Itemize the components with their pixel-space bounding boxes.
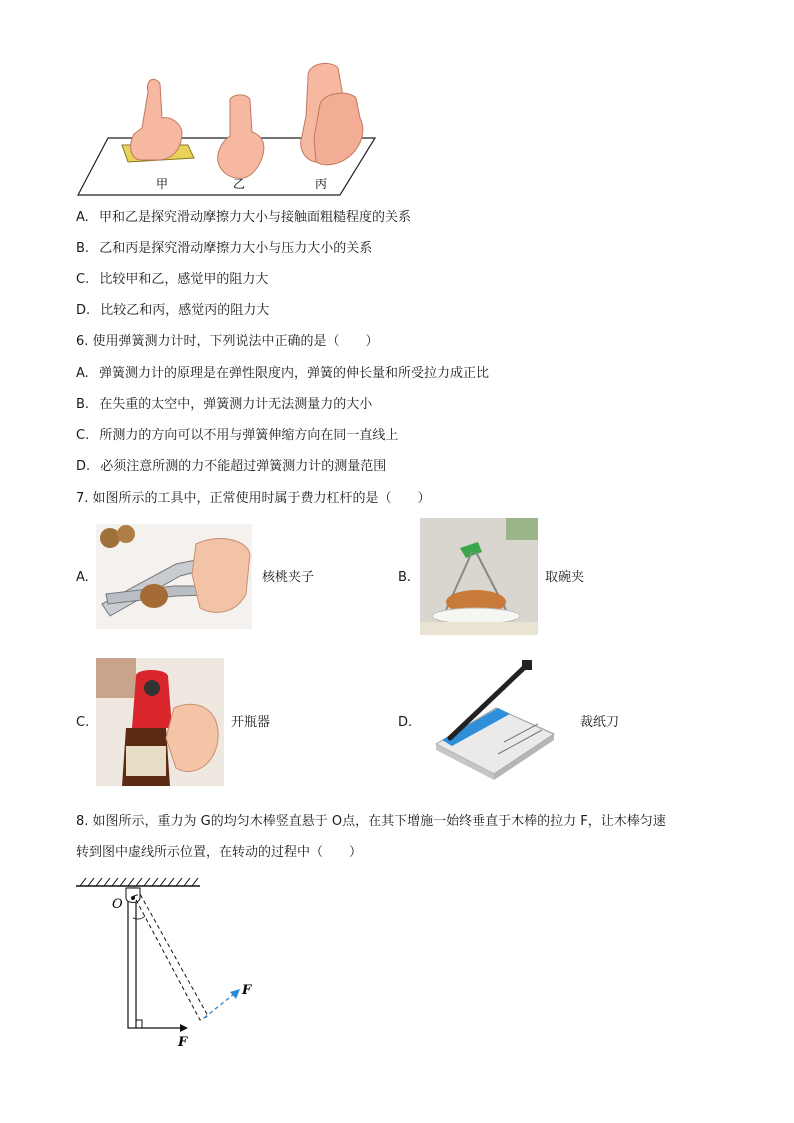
q6-option-a[interactable] [76,365,489,383]
q5-option-d[interactable] [76,302,269,320]
option-text: 乙和丙是探究滑动摩擦力大小与压力大小的关系 [99,241,373,256]
pivot-label: O [112,897,123,912]
force-label-bottom: F [178,1035,188,1050]
figure-label-bing: 丙 [315,177,328,191]
q8-stem-line-1: 8. 如图所示，重力为 G的均匀木棒竖直悬于 O点，在其下增施一始终垂直于木棒的拉力 F，让木棒匀速 [76,814,666,829]
friction-hands-figure [70,58,380,203]
q7-option-c-letter[interactable]: C. [76,715,90,730]
option-letter: A. [76,366,89,381]
option-letter: B. [76,397,90,412]
option-text: 弹簧测力计的原理是在弹性限度内，弹簧的伸长量和所受拉力成正比 [98,366,489,381]
q5-option-b[interactable] [76,240,372,258]
q7-stem: 7. 如图所示的工具中，正常使用时属于费力杠杆的是（ ） [76,491,431,506]
figure-label-yi: 乙 [233,177,246,191]
q6-option-b[interactable] [76,396,372,414]
q7-option-a-letter[interactable]: A. [76,570,89,585]
paper-cutter-image [428,656,558,784]
bowl-clip-image [420,518,538,635]
option-text: 甲和乙是探究滑动摩擦力大小与接触面粗糙程度的关系 [98,210,411,225]
option-text: 比较甲和乙，感觉甲的阻力大 [99,272,269,287]
option-letter: B. [76,241,90,256]
q8-stem-line-2: 转到图中虚线所示位置，在转动的过程中（ ） [76,845,363,860]
q7-option-c-caption: 开瓶器 [231,715,271,730]
option-letter: D. [76,303,91,318]
q7-option-d-letter[interactable]: D. [398,715,413,730]
q6-option-c[interactable] [76,427,398,445]
option-text: 在失重的太空中，弹簧测力计无法测量力的大小 [99,397,373,412]
bottle-opener-image [96,658,224,786]
option-letter: C. [76,272,90,287]
rod-pivot-figure [70,872,270,1050]
option-text: 必须注意所测的力不能超过弹簧测力计的测量范围 [100,459,387,474]
figure-label-jia: 甲 [156,177,169,191]
q6-stem: 6. 使用弹簧测力计时，下列说法中正确的是（ ） [76,334,379,349]
q7-option-d-caption: 裁纸刀 [580,715,620,730]
option-text: 所测力的方向可以不用与弹簧伸缩方向在同一直线上 [99,428,399,443]
option-letter: A. [76,210,89,225]
option-text: 比较乙和丙，感觉丙的阻力大 [100,303,270,318]
q7-option-b-letter[interactable]: B. [398,570,412,585]
option-letter: C. [76,428,90,443]
q5-option-a[interactable] [76,209,411,227]
q7-option-a-caption: 核桃夹子 [262,570,315,585]
walnut-cracker-image [96,524,252,629]
q7-option-b-caption: 取碗夹 [545,570,585,585]
q5-option-c[interactable] [76,271,268,289]
force-label-top: F [242,983,252,998]
option-letter: D. [76,459,91,474]
q6-option-d[interactable] [76,458,386,476]
